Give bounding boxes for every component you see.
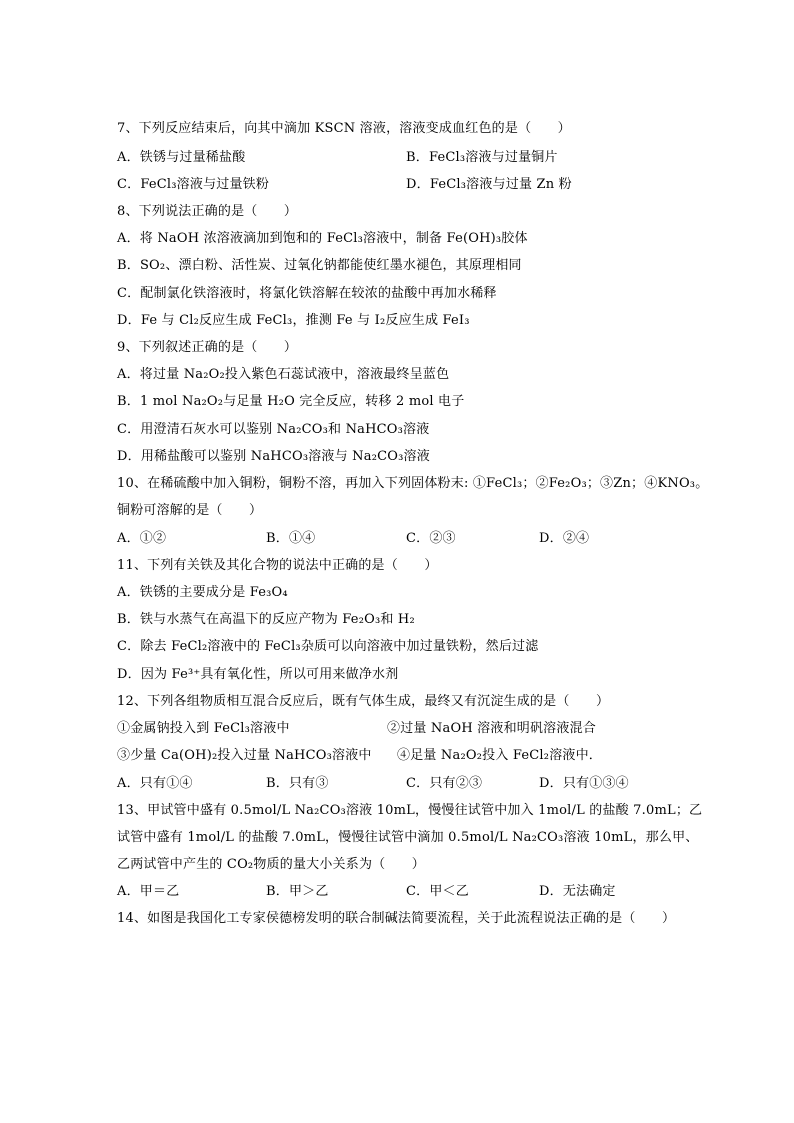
q13-stem-line-1: 13、甲试管中盛有 0.5mol/L Na₂CO₃溶液 10mL，慢慢往试管中加入 1mol/L 的盐酸 7.0mL；乙 xyxy=(117,803,703,818)
q12-option-b: B．只有③ xyxy=(266,776,329,791)
q12-item-2: ②过量 NaOH 溶液和明矾溶液混合 xyxy=(387,721,596,736)
q12-option-c: C．只有②③ xyxy=(406,776,483,791)
q8-option-c: C．配制氯化铁溶液时，将氯化铁溶解在较浓的盐酸中再加水稀释 xyxy=(117,286,497,301)
q8-stem: 8、下列说法正确的是（ ） xyxy=(117,204,298,219)
q12-item-4: ④足量 Na₂O₂投入 FeCl₂溶液中． xyxy=(397,748,602,763)
q10-option-a: A．①② xyxy=(117,531,167,546)
q12-item-3: ③少量 Ca(OH)₂投入过量 NaHCO₃溶液中 xyxy=(117,748,372,763)
q13-stem-line-2: 试管中盛有 1mol/L 的盐酸 7.0mL，慢慢往试管中滴加 0.5mol/L Na₂CO₃溶液 10mL，那么甲、 xyxy=(117,830,699,845)
q13-option-d: D．无法确定 xyxy=(539,884,616,899)
q8-option-a: A．将 NaOH 浓溶液滴加到饱和的 FeCl₃溶液中，制备 Fe(OH)₃胶体 xyxy=(117,231,528,246)
q10-option-d: D．②④ xyxy=(539,531,590,546)
q10-stem: 10、在稀硫酸中加入铜粉，铜粉不溶，再加入下列固体粉末: ①FeCl₃；②Fe₂O₃；③Zn；④KNO₃。 xyxy=(117,476,709,491)
q9-stem: 9、下列叙述正确的是（ ） xyxy=(117,340,298,355)
q9-option-c: C．用澄清石灰水可以鉴别 Na₂CO₃和 NaHCO₃溶液 xyxy=(117,422,430,437)
q9-option-b: B．1 mol Na₂O₂与足量 H₂O 完全反应，转移 2 mol 电子 xyxy=(117,394,465,409)
q9-option-d: D．用稀盐酸可以鉴别 NaHCO₃溶液与 Na₂CO₃溶液 xyxy=(117,449,430,464)
q12-stem: 12、下列各组物质相互混合反应后，既有气体生成，最终又有沉淀生成的是（ ） xyxy=(117,694,610,709)
q10-option-c: C．②③ xyxy=(406,531,456,546)
q10-stem-continued: 铜粉可溶解的是（ ） xyxy=(117,503,263,518)
q12-option-d: D．只有①③④ xyxy=(539,776,629,791)
q8-option-b: B．SO₂、漂白粉、活性炭、过氧化钠都能使红墨水褪色，其原理相同 xyxy=(117,258,522,273)
q7-stem: 7、下列反应结束后，向其中滴加 KSCN 溶液，溶液变成血红色的是（ ） xyxy=(117,121,571,136)
q13-option-a: A．甲＝乙 xyxy=(117,884,180,899)
q7-option-c: C．FeCl₃溶液与过量铁粉 xyxy=(117,177,270,192)
q12-option-a: A．只有①④ xyxy=(117,776,193,791)
q9-option-a: A．将过量 Na₂O₂投入紫色石蕊试液中，溶液最终呈蓝色 xyxy=(117,367,450,382)
q11-option-b: B．铁与水蒸气在高温下的反应产物为 Fe₂O₃和 H₂ xyxy=(117,612,415,627)
q10-option-b: B．①④ xyxy=(266,531,316,546)
q7-option-d: D．FeCl₃溶液与过量 Zn 粉 xyxy=(406,177,572,192)
q11-option-c: C．除去 FeCl₂溶液中的 FeCl₃杂质可以向溶液中加过量铁粉，然后过滤 xyxy=(117,639,539,654)
q8-option-d: D．Fe 与 Cl₂反应生成 FeCl₃，推测 Fe 与 I₂反应生成 FeI₃ xyxy=(117,313,470,328)
q11-option-d: D．因为 Fe³⁺具有氧化性，所以可用来做净水剂 xyxy=(117,667,399,682)
q13-option-b: B．甲＞乙 xyxy=(266,884,329,899)
q13-stem-line-3: 乙两试管中产生的 CO₂物质的量大小关系为（ ） xyxy=(117,857,425,872)
q13-option-c: C．甲＜乙 xyxy=(406,884,469,899)
q7-option-b: B．FeCl₃溶液与过量铜片 xyxy=(406,150,558,165)
q12-item-1: ①金属钠投入到 FeCl₃溶液中 xyxy=(117,721,290,736)
q7-option-a: A．铁锈与过量稀盐酸 xyxy=(117,150,246,165)
q14-stem: 14、如图是我国化工专家侯德榜发明的联合制碱法简要流程，关于此流程说法正确的是（ ） xyxy=(117,911,676,926)
q11-option-a: A．铁锈的主要成分是 Fe₃O₄ xyxy=(117,585,288,600)
q11-stem: 11、下列有关铁及其化合物的说法中正确的是（ ） xyxy=(117,558,438,573)
